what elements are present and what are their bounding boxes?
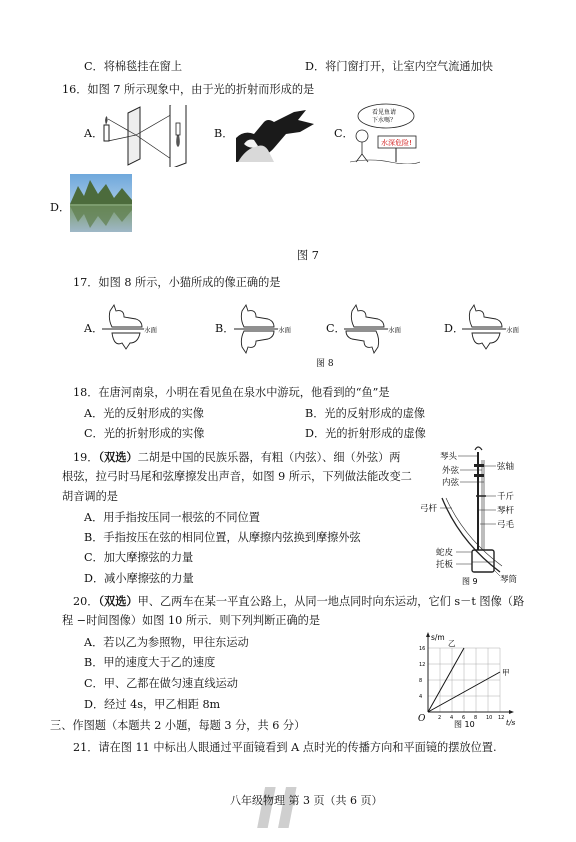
- q17-label-b: B．: [215, 322, 235, 335]
- st-y-axis-label: s/m: [431, 633, 445, 642]
- erhu-label-xianzhou: 弦轴: [497, 462, 515, 472]
- page-watermark: II: [256, 777, 298, 842]
- q20-number: 20．: [73, 595, 99, 608]
- st-y-tick-label: 12: [419, 662, 426, 668]
- figure9-caption: 图 9: [462, 577, 478, 586]
- option-d-prev: D．将门窗打开，让室内空气流通加快: [305, 60, 493, 73]
- q19-option-a: A．用手指按压同一根弦的不同位置: [84, 511, 260, 524]
- st-graph: [412, 626, 524, 730]
- q19-option-d: D．减小摩擦弦的力量: [84, 572, 194, 585]
- q20-stem-line2: 程 −时间图像）如图 10 所示．则下列判断正确的是: [62, 614, 321, 627]
- st-grid: [428, 648, 500, 712]
- lake-reflection-photo: [70, 174, 132, 232]
- q20-option-c: C．甲、乙都在做匀速直线运动: [84, 677, 238, 690]
- q18-option-a: A．光的反射形成的实像: [84, 407, 204, 420]
- water-label-d: 水面: [506, 326, 519, 334]
- q18-stem: 18．在唐河南泉，小明在看见鱼在泉水中游玩，他看到的“鱼”是: [73, 386, 390, 399]
- cat-reflection-a: [102, 303, 162, 355]
- section3-heading: 三、作图题（本题共 2 小题，每题 3 分，共 6 分）: [50, 719, 306, 732]
- q20-option-a: A．若以乙为参照物，甲往东运动: [84, 636, 249, 649]
- q18-option-b: B．光的反射形成的虚像: [305, 407, 426, 420]
- st-series-group: [428, 639, 510, 712]
- figure8-caption: 图 8: [316, 359, 334, 369]
- st-origin-label: O: [418, 714, 426, 724]
- q16-label-b: B．: [214, 127, 234, 140]
- figure10-caption: 图 10: [454, 720, 475, 729]
- q16-label-c: C．: [334, 127, 354, 140]
- erhu-label-qintou: 琴头: [440, 452, 458, 462]
- q18-option-c: C．光的折射形成的实像: [84, 427, 205, 440]
- q18-option-d: D．光的折射形成的虚像: [305, 427, 426, 440]
- st-y-axis-arrow: [426, 632, 430, 637]
- st-x-axis-label: t/s: [506, 718, 516, 727]
- water-label-a: 水面: [144, 326, 157, 334]
- q20-option-b: B．甲的速度大于乙的速度: [84, 656, 216, 669]
- q20-stem-line1: [73, 594, 524, 609]
- st-y-tick-label: 16: [419, 646, 426, 652]
- cat-reflection-d: [462, 303, 524, 355]
- st-x-tick-label: 6: [462, 715, 466, 721]
- st-x-tick-label: 10: [486, 715, 493, 721]
- q17-label-c: C．: [326, 322, 346, 335]
- q21-stem: 21．请在图 11 中标出人眼通过平面镜看到 A 点时光的传播方向和平面镜的摆放位置.: [73, 741, 497, 754]
- erhu-label-qianjin: 千斤: [497, 492, 515, 502]
- st-x-axis-arrow: [509, 710, 514, 714]
- hand-shadow-image: [234, 104, 316, 164]
- erhu-label-gonggan: 弓杆: [420, 504, 438, 514]
- st-x-tick-label: 12: [498, 715, 505, 721]
- q20-tag: （双选）: [98, 594, 138, 608]
- st-series-label: 乙: [448, 639, 456, 648]
- erhu-label-qintong: 琴筒: [500, 575, 518, 585]
- q19-stem-line3: 胡音调的是: [62, 490, 118, 503]
- q16-label-d: D．: [50, 201, 71, 214]
- option-c-prev: C．将棉毯挂在窗上: [84, 60, 183, 73]
- st-x-tick-label: 4: [450, 715, 454, 721]
- erhu-label-neixian: 内弦: [442, 478, 460, 488]
- q19-option-c: C．加大摩擦弦的力量: [84, 551, 194, 564]
- st-y-tick-label: 4: [419, 694, 423, 700]
- q16-label-a: A．: [84, 127, 104, 140]
- figure7-caption: 图 7: [297, 249, 319, 262]
- q17-label-d: D．: [444, 322, 465, 335]
- q19-tag: （双选）: [98, 450, 138, 464]
- q20-option-d: D．经过 4s，甲乙相距 8m: [84, 698, 221, 711]
- st-x-tick-label: 2: [438, 715, 442, 721]
- erhu-label-qingan: 琴杆: [497, 506, 515, 516]
- erhu-label-gongmao: 弓毛: [497, 520, 515, 530]
- q19-number: 19．: [73, 451, 99, 464]
- q17-label-a: A．: [84, 322, 104, 335]
- cat-reflection-b: [234, 303, 296, 355]
- st-x-tick-label: 8: [474, 715, 478, 721]
- st-series-label: 甲: [502, 668, 510, 677]
- erhu-label-tuoban: 托板: [436, 560, 454, 570]
- fish-sign-cartoon: [350, 102, 420, 164]
- erhu-figure: [420, 446, 520, 586]
- q19-stem-line1: [73, 450, 401, 465]
- q19-stem1: 二胡是中国的民族乐器，有粗（内弦）、细（外弦）两: [137, 451, 401, 464]
- page-footer: 八年级物理 第 3 页（共 6 页）: [230, 794, 383, 807]
- q17-stem: 17．如图 8 所示，小猫所成的像正确的是: [73, 276, 281, 289]
- water-label-c: 水面: [388, 326, 401, 334]
- sign-warning: 水深危险!: [381, 139, 412, 147]
- water-label-b: 水面: [278, 326, 291, 334]
- q19-stem-line2: 根弦，拉弓时马尾和弦摩擦发出声音，如图 9 所示，下列做法能改变二: [62, 470, 412, 483]
- erhu-label-waixian: 外弦: [442, 466, 460, 476]
- st-y-tick-label: 8: [419, 678, 423, 684]
- sign-bubble-mid: 下水嗎？: [372, 117, 397, 124]
- q20-stem1: 甲、乙两车在某一平直公路上，从同一地点同时向东运动，它们 s－t 图像（路: [137, 595, 525, 608]
- q19-option-b: B．手指按压在弦的相同位置，从摩擦内弦换到摩擦外弦: [84, 531, 361, 544]
- sign-bubble-top: 看见鱼请: [372, 109, 397, 116]
- pinhole-image: [100, 105, 192, 167]
- erhu-label-shepi: 蛇皮: [436, 548, 454, 558]
- q16-stem: 16．如图 7 所示现象中，由于光的折射而形成的是: [62, 83, 315, 96]
- cat-reflection-c: [344, 303, 406, 355]
